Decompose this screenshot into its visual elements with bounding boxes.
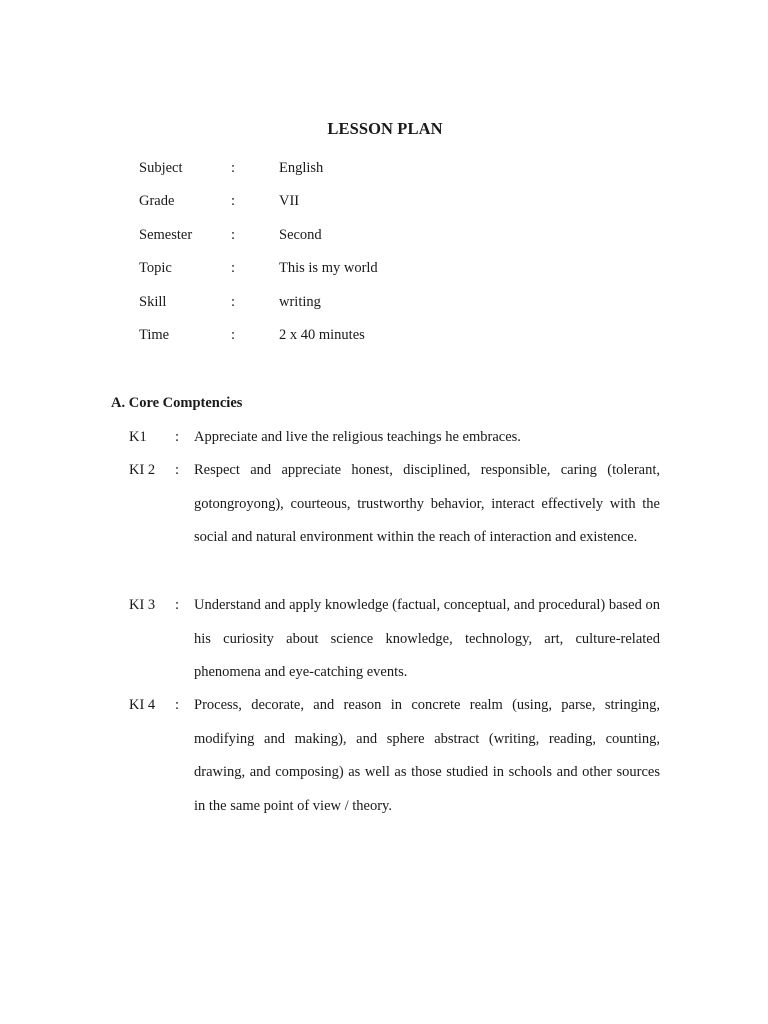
competency-code: KI 2 — [129, 462, 156, 478]
info-label: Topic — [139, 260, 172, 276]
info-value: writing — [279, 294, 321, 310]
competency-colon: : — [175, 597, 180, 613]
info-label: Grade — [139, 193, 175, 209]
info-label: Subject — [139, 160, 183, 176]
info-row-time — [0, 327, 768, 347]
section-heading-core-competencies: A. Core Comptencies — [111, 395, 243, 411]
competency-code: KI 3 — [129, 597, 156, 613]
info-colon: : — [231, 294, 236, 310]
info-row-subject — [0, 160, 768, 180]
info-value: Second — [279, 227, 322, 243]
info-label: Semester — [139, 227, 193, 243]
competency-text: Respect and appreciate honest, disciplined, responsible, caring (tolerant, gotongroyong), courteous, trustworthy behavior, interact effectively with the social and natural environment within the reach of interaction and existence. — [194, 462, 660, 546]
info-label: Time — [139, 327, 170, 343]
competency-colon: : — [175, 462, 180, 478]
info-colon: : — [231, 160, 236, 176]
competency-text: Appreciate and live the religious teachings he embraces. — [194, 429, 521, 445]
competency-code: K1 — [129, 429, 147, 445]
competency-colon: : — [175, 697, 180, 713]
competency-text: Process, decorate, and reason in concrete realm (using, parse, stringing, modifying and making), and sphere abstract (writing, reading, counting, drawing, and composing) as well as those studied in schools and other sources in the same point of view / theory. — [194, 697, 660, 815]
info-colon: : — [231, 193, 236, 209]
info-value: VII — [279, 193, 300, 209]
info-colon: : — [231, 260, 236, 276]
info-label: Skill — [139, 294, 167, 310]
info-colon: : — [231, 227, 236, 243]
competency-colon: : — [175, 429, 180, 445]
info-row-topic — [0, 260, 768, 280]
info-value: This is my world — [279, 260, 378, 276]
info-value: 2 x 40 minutes — [279, 327, 365, 343]
competency-text: Understand and apply knowledge (factual, conceptual, and procedural) based on his curiosity about science knowledge, technology, art, culture-related phenomena and eye-catching events. — [194, 597, 660, 681]
info-row-skill — [0, 294, 768, 314]
page-title: LESSON PLAN — [327, 119, 443, 138]
info-colon: : — [231, 327, 236, 343]
competency-code: KI 4 — [129, 697, 156, 713]
info-row-semester — [0, 227, 768, 247]
info-row-grade — [0, 193, 768, 213]
info-value: English — [279, 160, 324, 176]
